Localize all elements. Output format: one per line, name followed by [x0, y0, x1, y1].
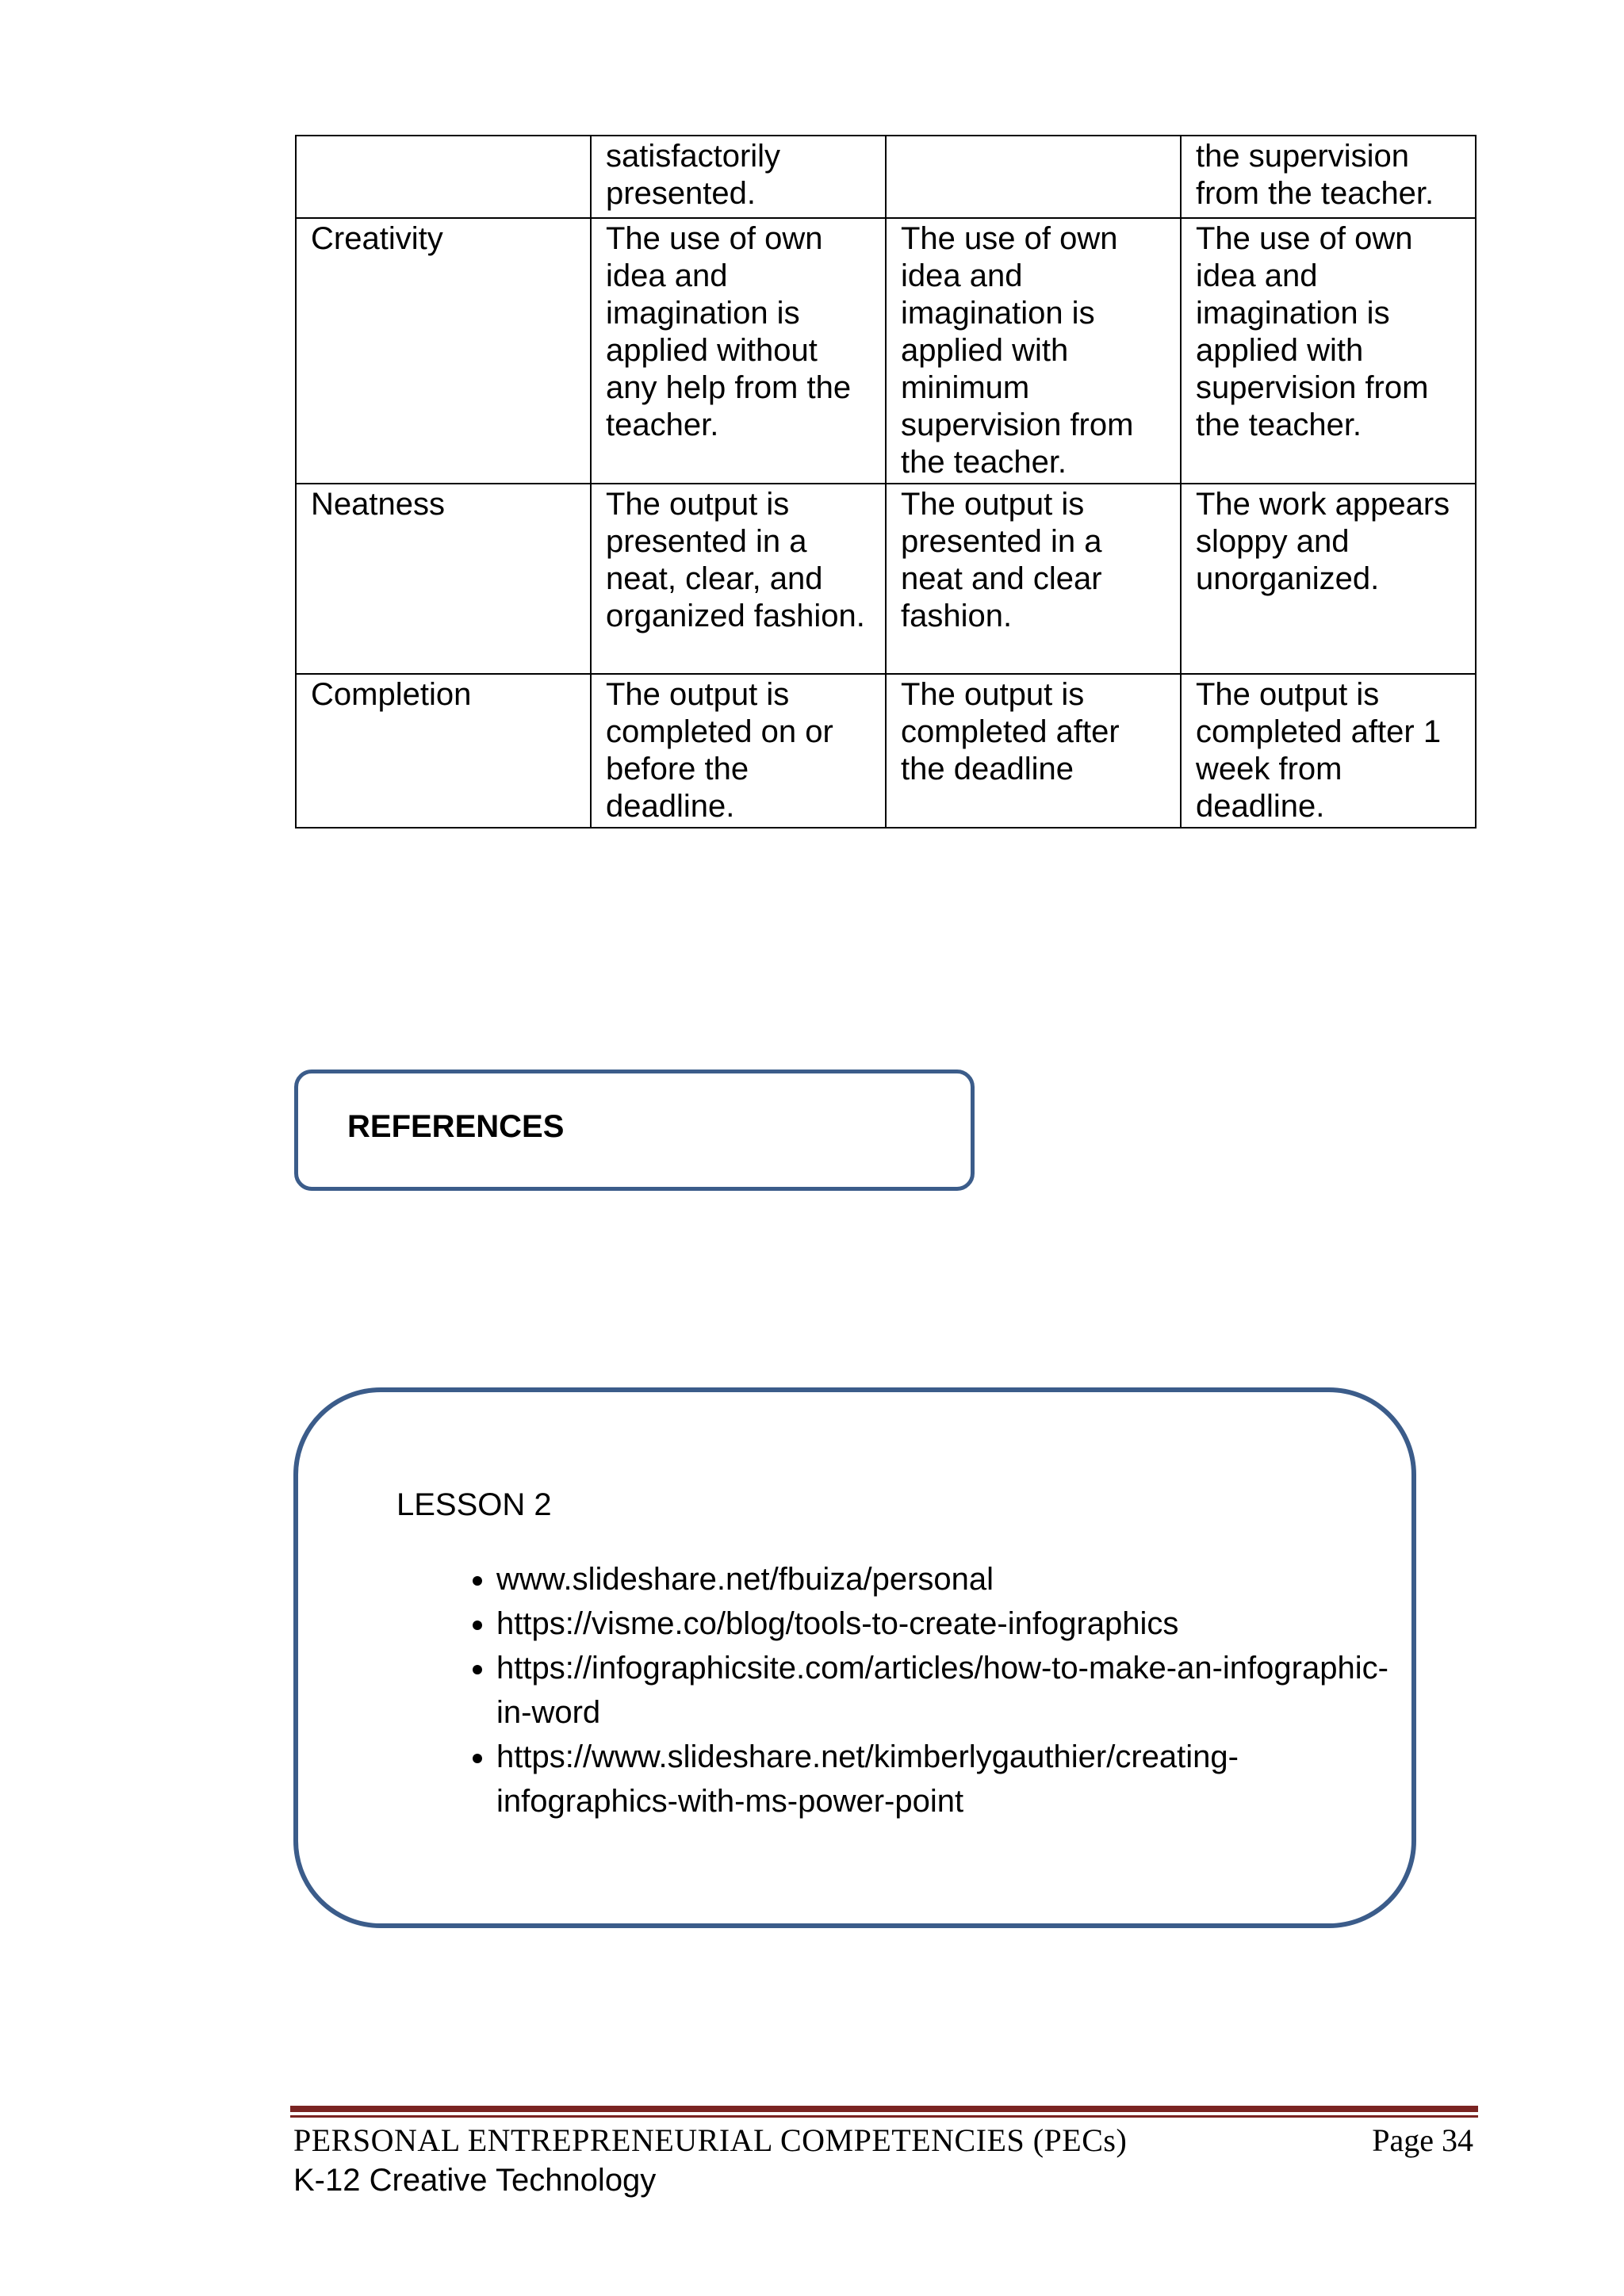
rubric-cell: The output is presented in a neat, clear, and organized fashion. — [591, 484, 886, 674]
footer-rule-thin — [290, 2115, 1478, 2118]
criterion-cell — [296, 136, 591, 218]
rubric-cell: The output is presented in a neat and clear fashion. — [886, 484, 1181, 674]
reference-link[interactable]: • www.slideshare.net/fbuiza/personal — [496, 1557, 1408, 1601]
reference-list — [430, 1557, 1408, 1823]
reference-link[interactable]: • https://visme.co/blog/tools-to-create-infographics — [496, 1601, 1408, 1646]
footer-course-title: PERSONAL ENTREPRENEURIAL COMPETENCIES (PECs) — [293, 2122, 1128, 2158]
table-row — [296, 674, 1476, 828]
references-title: REFERENCES — [347, 1109, 565, 1144]
criterion-cell: Creativity — [296, 218, 591, 484]
footer-subject: K-12 Creative Technology — [293, 2163, 657, 2198]
references-box — [294, 1070, 975, 1191]
rubric-table — [295, 135, 1477, 828]
rubric-cell — [886, 136, 1181, 218]
footer-rule-thick — [290, 2106, 1478, 2112]
lesson-title: LESSON 2 — [396, 1487, 552, 1522]
reference-link[interactable]: • https://infographicsite.com/articles/how-to-make-an-infographic-in-word — [496, 1646, 1408, 1735]
table-row — [296, 218, 1476, 484]
rubric-cell: The use of own idea and imagination is applied without any help from the teacher. — [591, 218, 886, 484]
rubric-cell: The work appears sloppy and unorganized. — [1181, 484, 1476, 674]
table-row — [296, 484, 1476, 674]
lesson-references-box — [293, 1387, 1416, 1928]
rubric-cell: the supervision from the teacher. — [1181, 136, 1476, 218]
rubric-cell: satisfactorily presented. — [591, 136, 886, 218]
page-number: Page 34 — [1372, 2122, 1473, 2158]
criterion-cell: Neatness — [296, 484, 591, 674]
rubric-cell: The output is completed after the deadline — [886, 674, 1181, 828]
rubric-cell: The output is completed after 1 week from deadline. — [1181, 674, 1476, 828]
reference-link[interactable]: • https://www.slideshare.net/kimberlygauthier/creating-infographics-with-ms-power-point — [496, 1735, 1408, 1823]
table-row — [296, 136, 1476, 218]
rubric-cell: The use of own idea and imagination is applied with supervision from the teacher. — [1181, 218, 1476, 484]
rubric-cell: The output is completed on or before the deadline. — [591, 674, 886, 828]
rubric-cell: The use of own idea and imagination is applied with minimum supervision from the teacher. — [886, 218, 1181, 484]
criterion-cell: Completion — [296, 674, 591, 828]
